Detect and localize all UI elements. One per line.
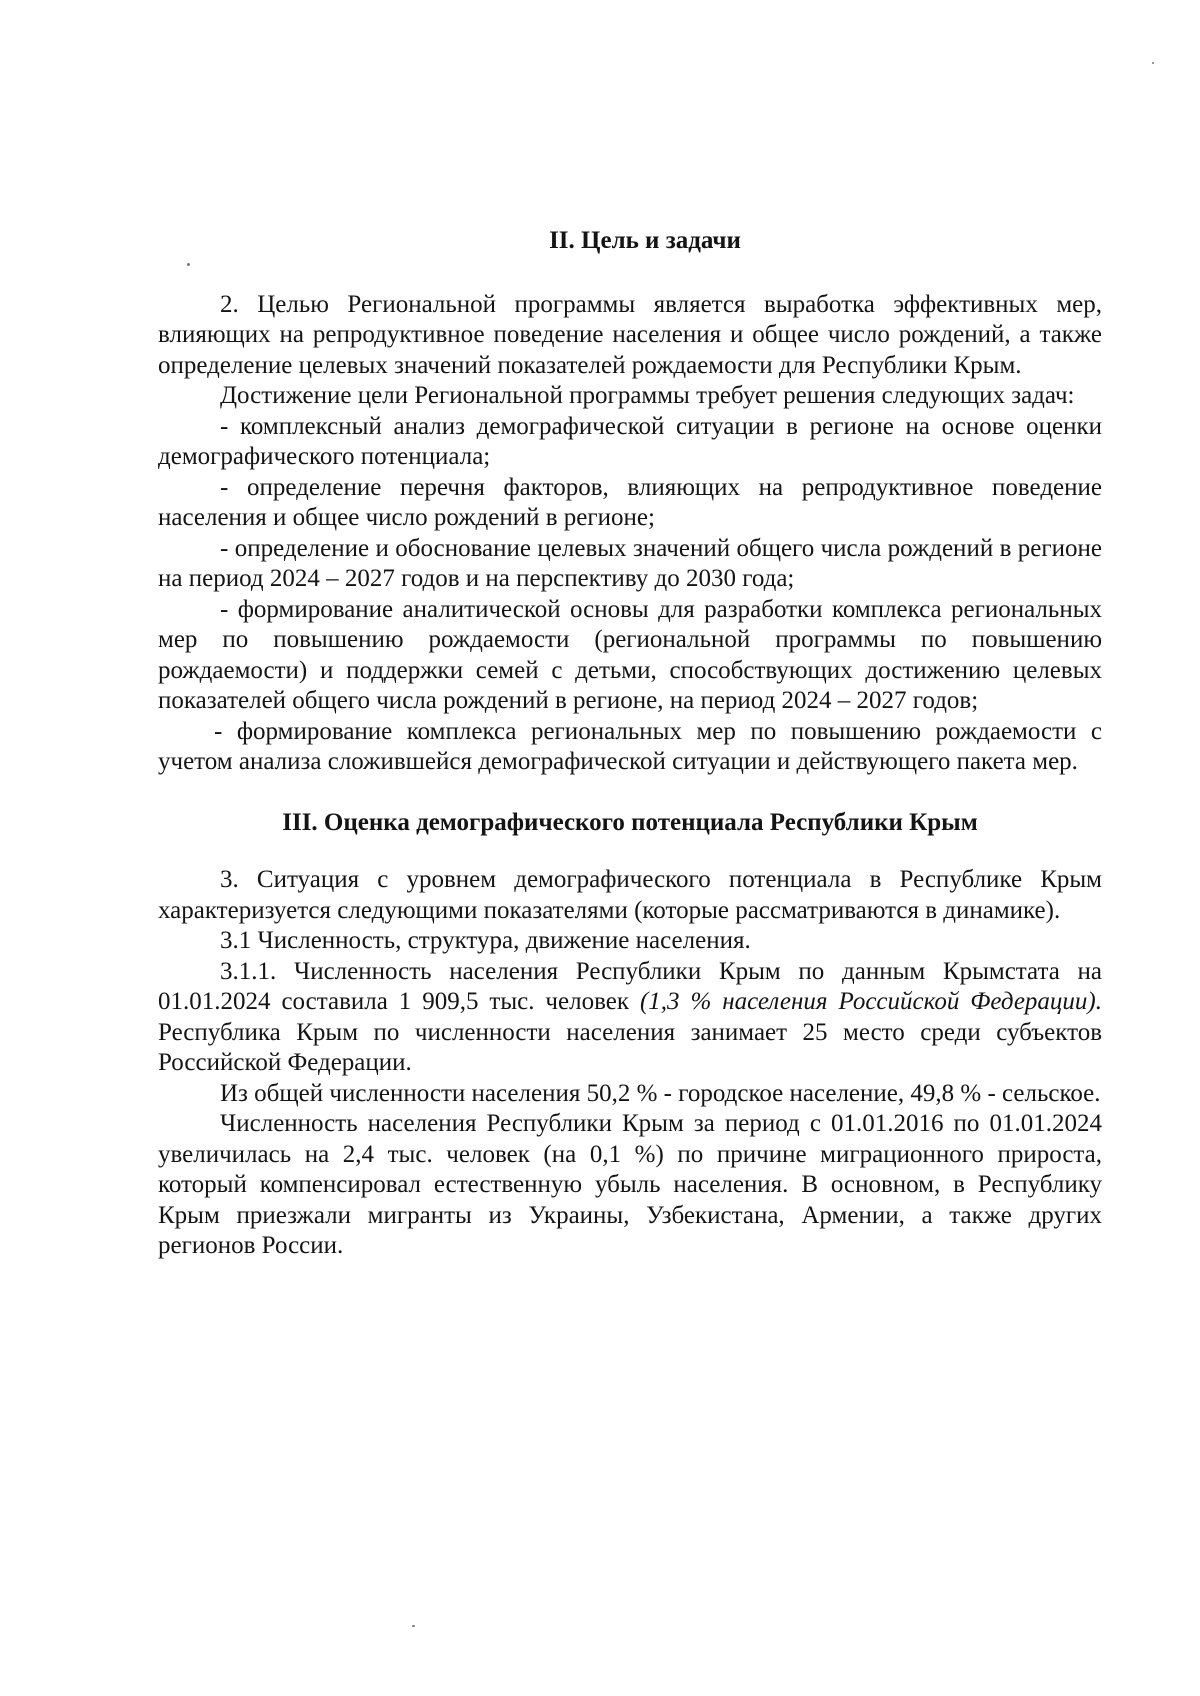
scan-speck (412, 1625, 415, 1627)
section-3-paragraph-intro: 3. Ситуация с уровнем демографического потенциала в Республике Крым характеризуется следующими показателями (которые рассматриваются в динамике). (158, 866, 1102, 924)
section-3-paragraph-population (158, 957, 1102, 1079)
section-3-heading: III. Оценка демографического потенциала Республики Крым (282, 808, 978, 836)
subsection-3-1-heading: 3.1 Численность, структура, движение населения. (220, 927, 751, 954)
section-2-paragraph-tasks-intro: Достижение цели Региональной программы требует решения следующих задач: (220, 382, 1075, 409)
task-item: - формирование комплекса региональных мер по повышению рождаемости с учетом анализа сложившейся демографической ситуации и действующего пакета мер. (158, 717, 1102, 775)
population-text-end: Республика Крым по численности населения занимает 25 место среди субъектов Российской Федерации. (158, 1018, 1102, 1076)
task-item: - комплексный анализ демографической ситуации в регионе на основе оценки демографического потенциала; (158, 412, 1102, 470)
population-text-start: 3.1.1. Численность населения Республики Крым по данным Крымстата на 01.01.2024 составила 1 909,5 тыс. человек (158, 957, 1102, 1015)
task-item: - формирование аналитической основы для разработки комплекса региональных мер по повышению рождаемости (региональной программы по повышению рождаемости) и поддержки семей с детьми, способствующих достижению целевых показателей общего числа рождений в регионе, на период 2024 – 2027 годов; (158, 595, 1102, 714)
section-3-paragraph-dynamics: Численность населения Республики Крым за период с 01.01.2016 по 01.01.2024 увеличилась на 2,4 тыс. человек (на 0,1 %) по причине миграционного прироста, который компенсировал естественную убыль населения. В основном, в Республику Крым приезжали мигранты из Украины, Узбекистана, Армении, а также других регионов России. (158, 1110, 1102, 1259)
task-item: - определение и обоснование целевых значений общего числа рождений в регионе на период 2024 – 2027 годов и на перспективу до 2030 года; (158, 534, 1102, 592)
task-item: - определение перечня факторов, влияющих на репродуктивное поведение населения и общее число рождений в регионе; (158, 473, 1102, 531)
section-2-heading: II. Цель и задачи (549, 227, 741, 254)
section-3-paragraph-urban-rural: Из общей численности населения 50,2 % - городское население, 49,8 % - сельское. (220, 1079, 1101, 1107)
section-2-paragraph-goal: 2. Целью Региональной программы является выработка эффективных мер, влияющих на репродуктивное поведение населения и общее число рождений, а также определение целевых значений показателей рождаемости для Республики Крым. (158, 290, 1102, 379)
document-body (158, 226, 1102, 1262)
scan-speck (1152, 62, 1154, 64)
population-share-italic: (1,3 % населения Российской Федерации). (639, 988, 1102, 1015)
